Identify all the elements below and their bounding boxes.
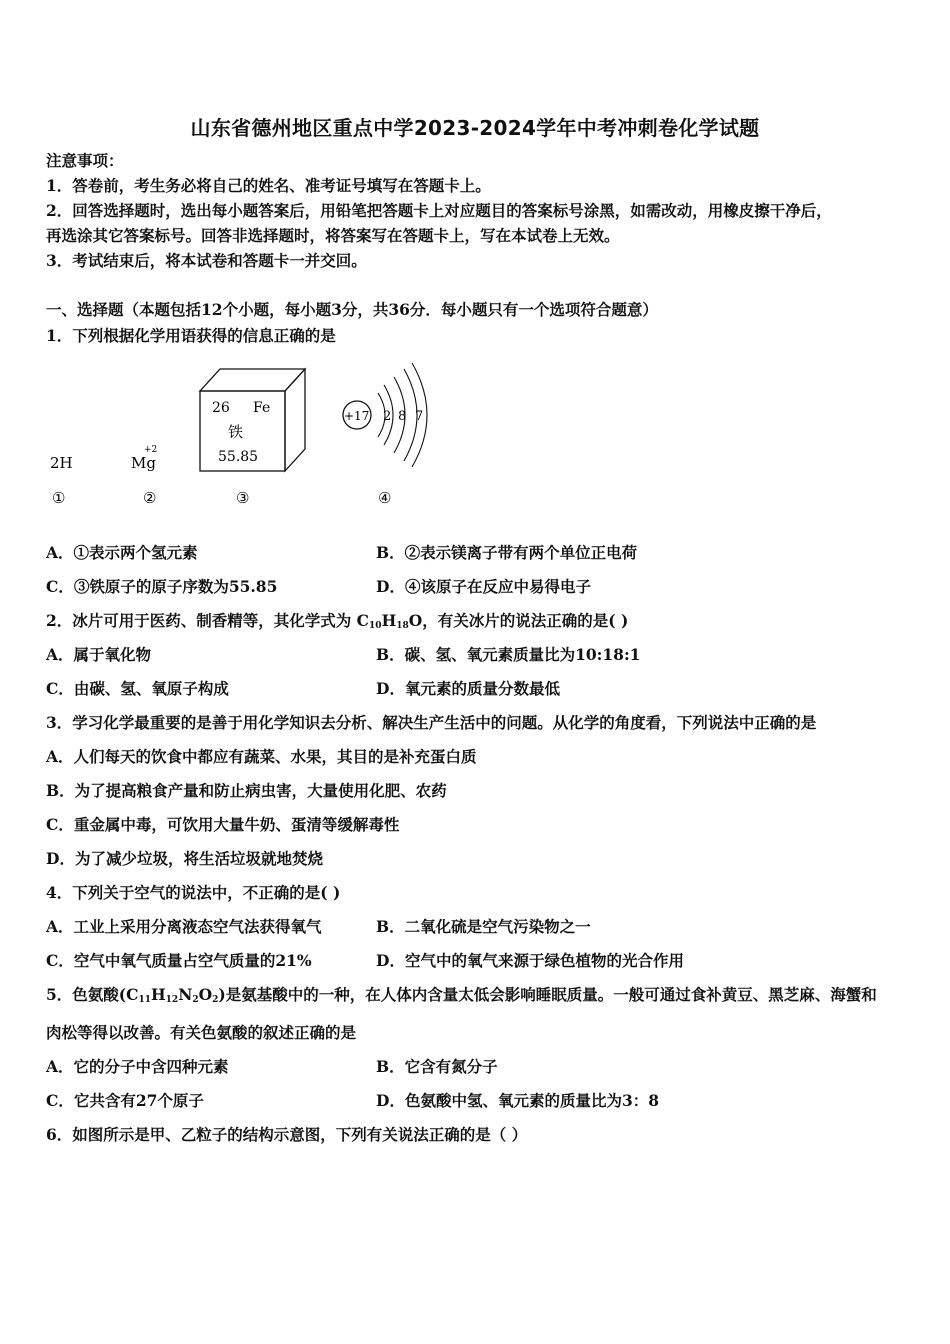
q5-t2: N: [178, 985, 193, 1004]
q5-sub-4: 2: [212, 995, 219, 1005]
fig4-shell-3: 7: [415, 409, 424, 424]
fig4-nucleus: +17: [344, 409, 370, 423]
q5-option-b: B．它含有氮分子: [376, 1057, 498, 1076]
notice-item-1: 1．答卷前，考生务必将自己的姓名、准考证号填写在答题卡上。: [46, 176, 491, 195]
fig3-mass: 55.85: [218, 449, 259, 465]
notice-item-3: 3．考试结束后，将本试卷和答题卡一并交回。: [46, 251, 367, 270]
fig3-atomic-number: 26: [212, 400, 230, 416]
q4-stem: 4．下列关于空气的说法中，不正确的是( ): [46, 883, 341, 902]
q5-option-a: A．它的分子中含四种元素: [46, 1057, 229, 1076]
q2-option-b: B．碳、氢、氧元素质量比为10:18:1: [376, 645, 641, 664]
notice-item-2-cont: 再选涂其它答案标号。回答非选择题时，将答案写在答题卡上，写在本试卷上无效。: [46, 226, 620, 245]
fig-label-2: ②: [143, 489, 157, 507]
q5-option-c: C．它共含有27个原子: [46, 1091, 204, 1110]
q5-stem-line2: 肉松等得以改善。有关色氨酸的叙述正确的是: [46, 1023, 357, 1042]
page-title: 山东省德州地区重点中学2023-2024学年中考冲刺卷化学试题: [190, 116, 760, 140]
fig3-element-cell: [200, 369, 305, 471]
q4-option-b: B．二氧化硫是空气污染物之一: [376, 917, 591, 936]
notice-item-2: 2．回答选择题时，选出每小题答案后，用铅笔把答题卡上对应题目的答案标号涂黑，如需改动，用橡皮擦干净后，: [46, 201, 832, 220]
q1-figure-svg: [40, 355, 460, 515]
q3-option-a: A．人们每天的饮食中都应有蔬菜、水果，其目的是补充蛋白质: [46, 747, 477, 766]
fig-label-4: ④: [378, 489, 392, 507]
fig-label-3: ③: [236, 489, 250, 507]
q4-option-a: A．工业上采用分离液态空气法获得氧气: [46, 917, 322, 936]
q5-sub-2: 12: [165, 995, 179, 1005]
q2-h: H: [381, 611, 397, 630]
q1-option-c: C．③铁原子的原子序数为55.85: [46, 577, 278, 596]
q2-stem: [46, 611, 628, 636]
q5-sub-1: 11: [138, 995, 151, 1005]
q5-t3: O: [198, 985, 213, 1004]
q5-stem-pre: 5．色氨酸(C: [46, 985, 139, 1004]
q5-sub-3: 2: [192, 995, 199, 1005]
q2-option-c: C．由碳、氢、氧原子构成: [46, 679, 229, 698]
q3-stem: 3．学习化学最重要的是善于用化学知识去分析、解决生产生活中的问题。从化学的角度看，下列说法中正确的是: [46, 713, 817, 732]
q6-stem: 6．如图所示是甲、乙粒子的结构示意图，下列有关说法正确的是（ ）: [46, 1125, 528, 1144]
fig4-shell-2: 8: [398, 409, 407, 424]
q2-option-a: A．属于氧化物: [46, 645, 152, 664]
q2-stem-pre: 2．冰片可用于医药、制香精等，其化学式为 C: [46, 611, 370, 630]
fig4-atom-structure: [343, 363, 427, 467]
q4-option-c: C．空气中氧气质量占空气质量的21%: [46, 951, 312, 970]
q3-option-d: D．为了减少垃圾，将生活垃圾就地焚烧: [46, 849, 323, 868]
q1-option-a: A．①表示两个氢元素: [46, 543, 198, 562]
notice-heading: 注意事项：: [46, 151, 124, 170]
q1-figure: [40, 355, 460, 515]
fig2-charge: +2: [144, 445, 158, 455]
q2-sub-h: 18: [396, 621, 409, 631]
section-heading: 一、选择题（本题包括12个小题，每小题3分，共36分．每小题只有一个选项符合题意）: [46, 300, 658, 319]
q5-stem: [46, 985, 877, 1010]
fig1-text: 2H: [50, 454, 73, 472]
q1-option-b: B．②表示镁离子带有两个单位正电荷: [376, 543, 638, 562]
q4-option-d: D．空气中的氧气来源于绿色植物的光合作用: [376, 951, 684, 970]
q3-option-b: B．为了提高粮食产量和防止病虫害，大量使用化肥、农药: [46, 781, 447, 800]
q2-sub-c: 10: [369, 621, 382, 631]
q2-stem-post: O，有关冰片的说法正确的是( ): [408, 611, 629, 630]
q5-option-d: D．色氨酸中氢、氧元素的质量比为3：8: [376, 1091, 660, 1110]
fig3-name: 铁: [228, 423, 244, 441]
q1-stem: 1．下列根据化学用语获得的信息正确的是: [46, 326, 336, 345]
q2-option-d: D．氧元素的质量分数最低: [376, 679, 560, 698]
fig3-symbol: Fe: [253, 400, 271, 416]
fig-label-1: ①: [52, 489, 66, 507]
fig4-shell-1: 2: [383, 409, 392, 424]
fig2-symbol: Mg: [131, 454, 156, 472]
q3-option-c: C．重金属中毒，可饮用大量牛奶、蛋清等缓解毒性: [46, 815, 400, 834]
q1-option-d: D．④该原子在反应中易得电子: [376, 577, 591, 596]
q5-t1: H: [151, 985, 166, 1004]
q5-stem-post: )是氨基酸中的一种，在人体内含量太低会影响睡眠质量。一般可通过食补黄豆、黑芝麻、海蟹和: [218, 985, 877, 1004]
